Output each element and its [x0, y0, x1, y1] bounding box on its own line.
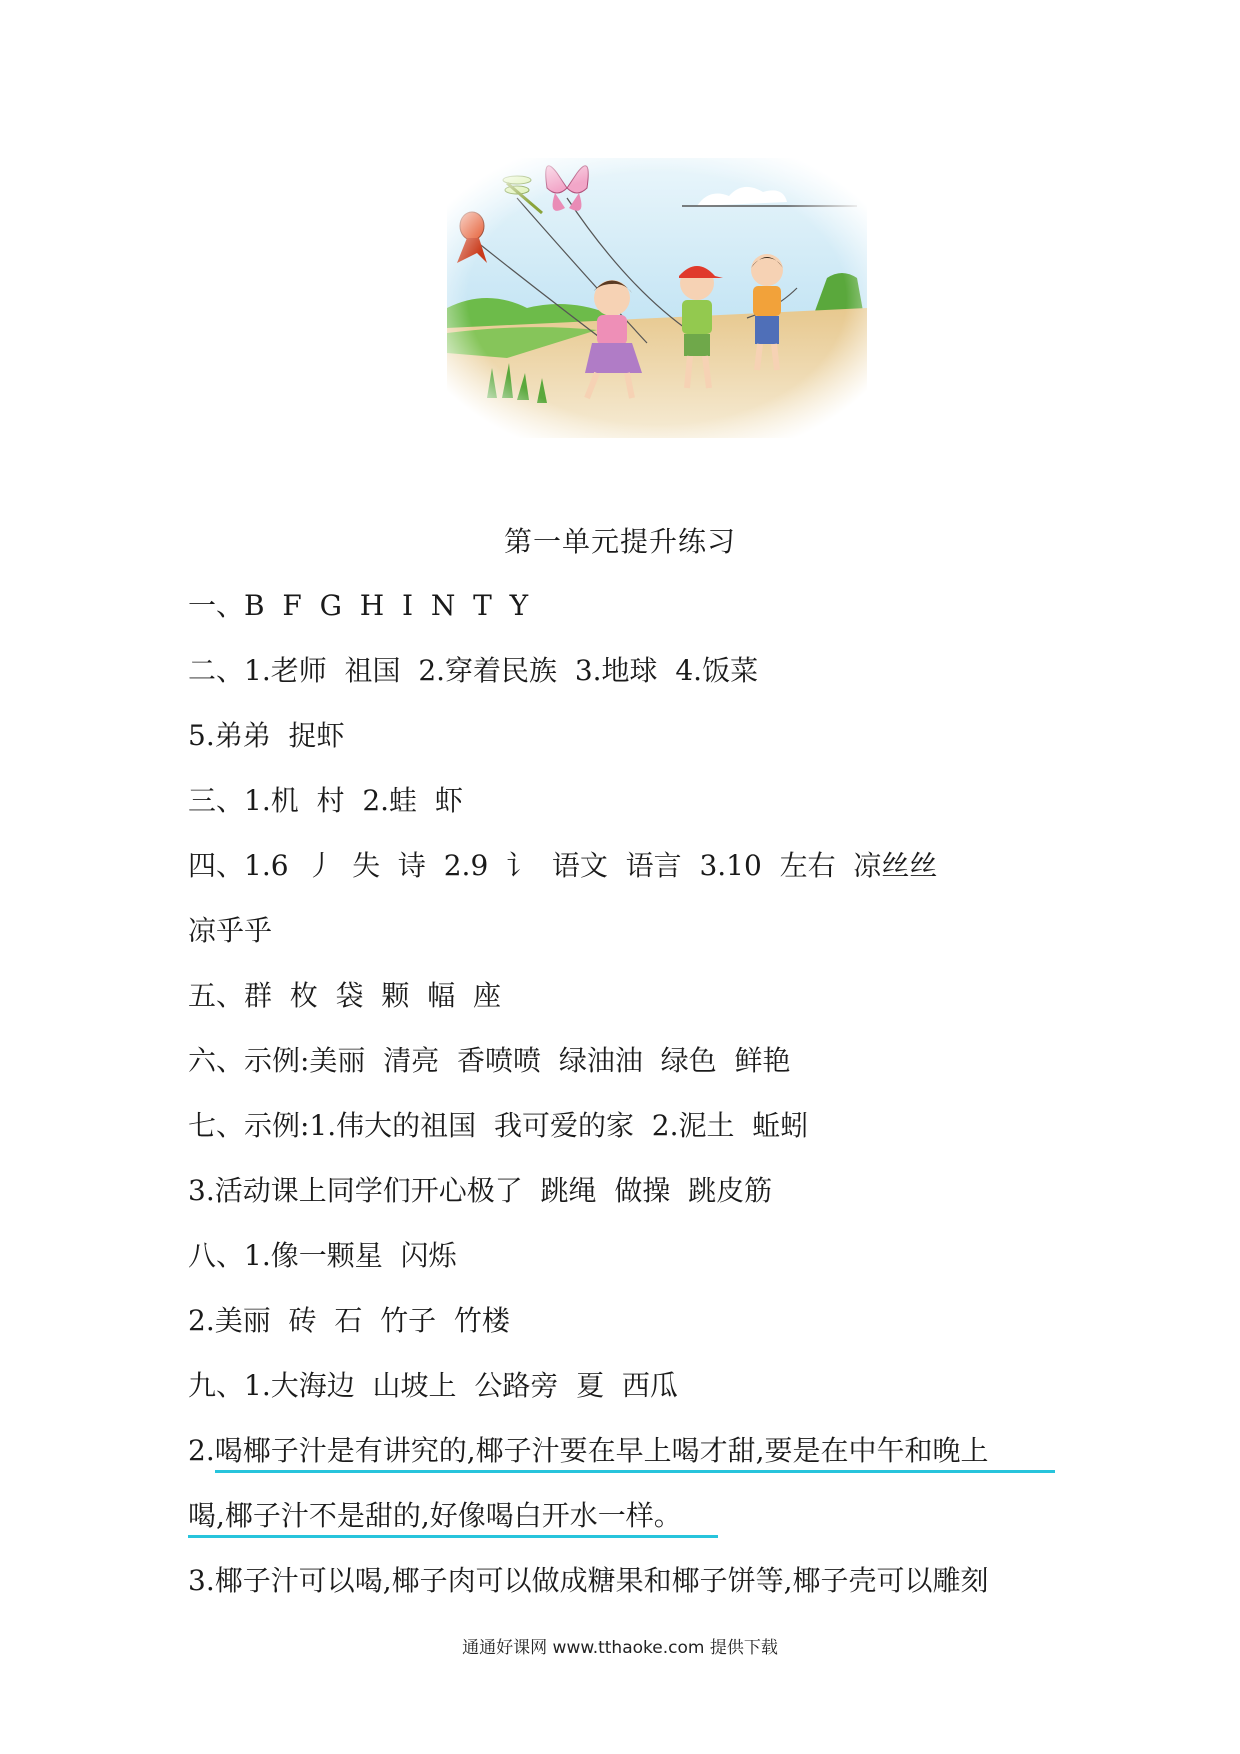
answer-line: 八、1.像一颗星 闪烁 [188, 1239, 457, 1272]
answer-line: 凉乎乎 [188, 914, 273, 947]
answer-line: 七、示例:1.伟大的祖国 我可爱的家 2.泥土 蚯蚓 [188, 1109, 809, 1142]
answer-line: 三、1.机 村 2.蛙 虾 [188, 784, 463, 817]
answer-line: 2.美丽 砖 石 竹子 竹楼 [188, 1304, 510, 1337]
answer-line: 2.喝椰子汁是有讲究的,椰子汁要在早上喝才甜,要是在中午和晚上 [188, 1434, 989, 1467]
answer-line: 5.弟弟 捉虾 [188, 719, 345, 752]
answer-line: 3.椰子汁可以喝,椰子肉可以做成糖果和椰子饼等,椰子壳可以雕刻 [188, 1564, 989, 1597]
answer-line: 九、1.大海边 山坡上 公路旁 夏 西瓜 [188, 1369, 678, 1402]
answer-line: 四、1.6 丿 失 诗 2.9 讠 语文 语言 3.10 左右 凉丝丝 [188, 849, 938, 882]
highlight-underline [188, 1535, 718, 1538]
answer-line: 五、群 枚 袋 颗 幅 座 [188, 979, 502, 1012]
footer-credit: 通通好课网 www.tthaoke.com 提供下载 [462, 1638, 778, 1658]
answer-line: 二、1.老师 祖国 2.穿着民族 3.地球 4.饭菜 [188, 654, 759, 687]
highlight-underline [215, 1470, 1055, 1473]
page-title: 第一单元提升练习 [503, 525, 736, 558]
answer-line: 3.活动课上同学们开心极了 跳绳 做操 跳皮筋 [188, 1174, 773, 1207]
kite-flying-illustration [447, 158, 867, 438]
answer-line: 六、示例:美丽 清亮 香喷喷 绿油油 绿色 鲜艳 [188, 1044, 791, 1077]
answer-line: 喝,椰子汁不是甜的,好像喝白开水一样。 [188, 1499, 682, 1532]
answer-line: 一、B F G H I N T Y [188, 589, 529, 622]
